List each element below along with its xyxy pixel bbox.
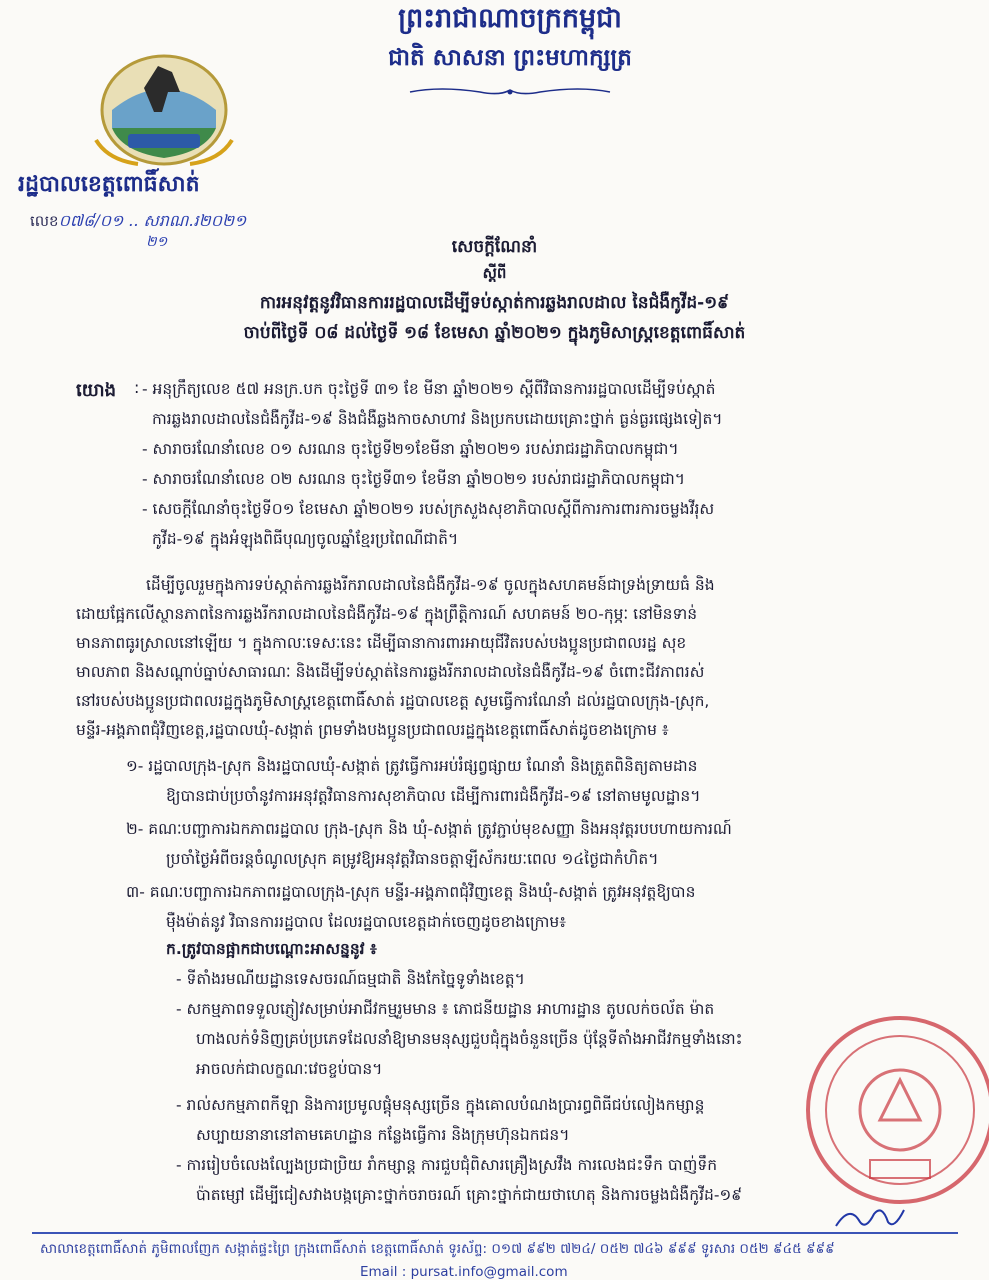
reference-item: - សារាចរណែនាំលេខ ០១ សរណន ចុះថ្ងៃទី២១ខែមីនា ឆ្នាំ២០២១ របស់រាជរដ្ឋាភិបាលកម្ពុជា។ — [142, 440, 679, 458]
body-paragraph-line: នៅរបស់បងប្អូនប្រជាពលរដ្ឋក្នុងភូមិសាស្ត្រខេត្តពោធិ៍សាត់ រដ្ឋបាលខេត្ត សូមធ្វើការណែនាំ ដល់រដ្ឋបាលក្រុង-ស្រុក, — [76, 692, 710, 710]
suspension-item: ប៉ាតម្សៅ ដើម្បីជៀសវាងបង្កគ្រោះថ្នាក់ចរាចរណ៍ គ្រោះថ្នាក់ជាយថាហេតុ និងការចម្លងជំងឺកូវីដ-១៩ — [196, 1186, 743, 1204]
references-colon: : — [134, 378, 140, 397]
instruction-point: ឱ្យបានជាប់ប្រចាំនូវការអនុវត្តវិធានការសុខាភិបាល ដើម្បីការពារជំងឺកូវីដ-១៩ នៅតាមមូលដ្ឋាន។ — [166, 787, 701, 805]
instruction-point: ១- រដ្ឋបាលក្រុង-ស្រុក និងរដ្ឋបាលឃុំ-សង្កាត់ ត្រូវធ្វើការអប់រំផ្សព្វផ្សាយ ណែនាំ និងត្រួតពិនិត្យតាមដាន — [126, 757, 698, 775]
body-paragraph-line: មាលភាព និងសណ្ដាប់ធ្នាប់សាធារណៈ និងដើម្បីទប់ស្កាត់នៃការឆ្លងរីករាលដាលនៃជំងឺកូវីដ-១៩ ចំពោះជីវភាពរស់ — [76, 663, 705, 681]
national-motto: ជាតិ សាសនា ព្រះមហាក្សត្រ — [388, 44, 632, 71]
instruction-point: ៣- គណៈបញ្ជាការឯកភាពរដ្ឋបាលក្រុង-ស្រុក មន្ទីរ-អង្គភាពជុំវិញខេត្ត និងឃុំ-សង្កាត់ ត្រូវអនុវត្តឱ្យបាន — [126, 883, 696, 901]
ref-label: លេខ — [30, 212, 59, 230]
title-about: ស្ដីពី — [482, 264, 507, 282]
body-paragraph-line: មន្ទីរ-អង្គភាពជុំវិញខេត្ត,រដ្ឋបាលឃុំ-សង្កាត់ ព្រមទាំងបងប្អូនប្រជាពលរដ្ឋក្នុងខេត្តពោធិ៍សាត់ដូចខាងក្រោម ៖ — [76, 721, 669, 739]
body-paragraph-line: មានភាពធូរស្រាលនៅឡើយ ។ ក្នុងកាលៈទេសៈនេះ ដើម្បីធានាការពារអាយុជីវិតរបស់បងប្អូនប្រជាពលរដ្ឋ សុខ — [76, 634, 687, 652]
kingdom-heading: ព្រះរាជាណាចក្រកម្ពុជា — [398, 3, 622, 34]
suspension-item: ហាងលក់ទំនិញគ្រប់ប្រភេទដែលនាំឱ្យមានមនុស្សជួបជុំក្នុងចំនួនច្រើន ប៉ុន្តែទីតាំងអាជីវកម្មទាំងនោះ — [196, 1030, 743, 1048]
document-title: សេចក្ដីណែនាំ — [451, 237, 538, 257]
title-period: ចាប់ពីថ្ងៃទី ០៨ ដល់ថ្ងៃទី ១៨ ខែមេសា ឆ្នាំ២០២១ ក្នុងភូមិសាស្ត្រខេត្តពោធិ៍សាត់ — [243, 323, 746, 343]
ornament-divider — [400, 86, 620, 98]
official-seal-stamp — [800, 1010, 989, 1210]
reference-item: - សារាចរណែនាំលេខ ០២ សរណន ចុះថ្ងៃទី៣១ ខែមីនា ឆ្នាំ២០២១ របស់រាជរដ្ឋាភិបាលកម្ពុជា។ — [142, 470, 685, 488]
pursat-province-logo — [88, 48, 240, 170]
reference-item: កូវីដ-១៩ ក្នុងអំឡុងពិធីបុណ្យចូលឆ្នាំខ្មែរប្រពៃណីជាតិ។ — [152, 530, 459, 548]
suspension-item: អាចលក់ជាលក្ខណៈវេចខ្ចប់បាន។ — [196, 1060, 383, 1078]
instruction-point: ប្រចាំថ្ងៃអំពីចរន្តចំណូលស្រុក គម្រូវឱ្យអនុវត្តវិធានចត្តាឡីស័ករយៈពេល ១៤ថ្ងៃជាកំហិត។ — [166, 850, 659, 868]
body-paragraph-line: ដើម្បីចូលរួមក្នុងការទប់ស្កាត់ការឆ្លងរីករាលដាលនៃជំងឺកូវីដ-១៩ ចូលក្នុងសហគមន៍ជាទ្រង់ទ្រាយធំ និង — [146, 576, 715, 594]
reference-item: ការឆ្លងរាលដាលនៃជំងឺកូវីដ-១៩ និងជំងឺឆ្លងកាចសាហាវ និងប្រកបដោយគ្រោះថ្នាក់ ធ្ងន់ធ្ងរផ្សេងទៀត។ — [152, 410, 723, 428]
suspension-item: - សកម្មភាពទទួលភ្ញៀវសម្រាប់អាជីវកម្មរួមមាន ៖ ភោជនីយដ្ឋាន អាហារដ្ឋាន តូបលក់ចល័ត ម៉ាត — [176, 1000, 715, 1018]
sub-heading: ក.ត្រូវបានផ្អាកជាបណ្ដោះអាសន្ននូវ ៖ — [166, 940, 377, 958]
body-paragraph-line: ដោយផ្អែកលើស្ថានភាពនៃការឆ្លងរីករាលដាលនៃជំងឺកូវីដ-១៩ ក្នុងព្រឹត្តិការណ៍ សហគមន៍ ២០-កុម្ភៈ នៅមិនទាន់ — [76, 605, 698, 623]
issuing-authority: រដ្ឋបាលខេត្តពោធិ៍សាត់ — [18, 171, 200, 197]
reference-item: - អនុក្រឹត្យលេខ ៥៧ អនក្រ.បក ចុះថ្ងៃទី ៣១ ខែ មីនា ឆ្នាំ២០២១ ស្ដីពីវិធានការរដ្ឋបាលដើម្បីទប់ស្កាត់ — [142, 380, 716, 398]
title-subject: ការអនុវត្តនូវវិធានការរដ្ឋបាលដើម្បីទប់ស្កាត់ការឆ្លងរាលដាល នៃជំងឺកូវីដ-១៩ — [259, 293, 730, 313]
suspension-item: - រាល់សកម្មភាពកីឡា និងការប្រមូលផ្ដុំមនុស្សច្រើន ក្នុងគោលបំណងប្រារព្ធពិធីជប់លៀងកម្សាន្ត — [176, 1096, 705, 1114]
instruction-point: ២- គណៈបញ្ជាការឯកភាពរដ្ឋបាល ក្រុង-ស្រុក និង ឃុំ-សង្កាត់ ត្រូវភ្ជាប់មុខសញ្ញា និងអនុវត្តរបបហាយការណ៍ — [126, 820, 732, 838]
ref-number-value: ០៧៨/០១ .. សរាណ.រ២០២១ — [58, 211, 247, 230]
signature — [830, 1200, 910, 1234]
footer-address: សាលាខេត្តពោធិ៍សាត់ ភូមិពាលញែក សង្កាត់ផ្ទះព្រៃ ក្រុងពោធិ៍សាត់ ខេត្តពោធិ៍សាត់ ទូរស័ព្ទ: ០១៧ ៩៩២ ៧២៤/ ០៥២ ៧៤៦ ៩៩៩ ទូរសារ ០៥២ ៩៤៥ ៩៩៩ — [40, 1241, 835, 1257]
reference-number — [30, 210, 246, 234]
suspension-item: សប្បាយនានានៅតាមគេហដ្ឋាន កន្លែងធ្វើការ និងក្រុមហ៊ុនឯកជន។ — [196, 1126, 570, 1144]
reference-item: - សេចក្ដីណែនាំចុះថ្ងៃទី០១ ខែមេសា ឆ្នាំ២០២១ របស់ក្រសួងសុខាភិបាលស្ដីពីការការពារការចម្លងវីរុស — [142, 500, 715, 518]
references-label: យោង — [76, 380, 116, 401]
footer-email: Email : pursat.info@gmail.com — [360, 1264, 568, 1280]
suspension-item: - ការរៀបចំលេងល្បែងប្រជាប្រិយ រាំកម្សាន្ត ការជួបជុំពិសារគ្រឿងស្រវឹង ការលេងជះទឹក បាញ់ទឹក — [176, 1156, 718, 1174]
ref-year: ២១ — [146, 234, 168, 250]
instruction-point: ម៉ឺងម៉ាត់នូវ វិធានការរដ្ឋបាល ដែលរដ្ឋបាលខេត្តដាក់ចេញដូចខាងក្រោម៖ — [166, 913, 567, 931]
suspension-item: - ទីតាំងរមណីយដ្ឋានទេសចរណ៍ធម្មជាតិ និងកែច្នៃទូទាំងខេត្ត។ — [176, 970, 525, 988]
footer-divider — [32, 1232, 958, 1234]
